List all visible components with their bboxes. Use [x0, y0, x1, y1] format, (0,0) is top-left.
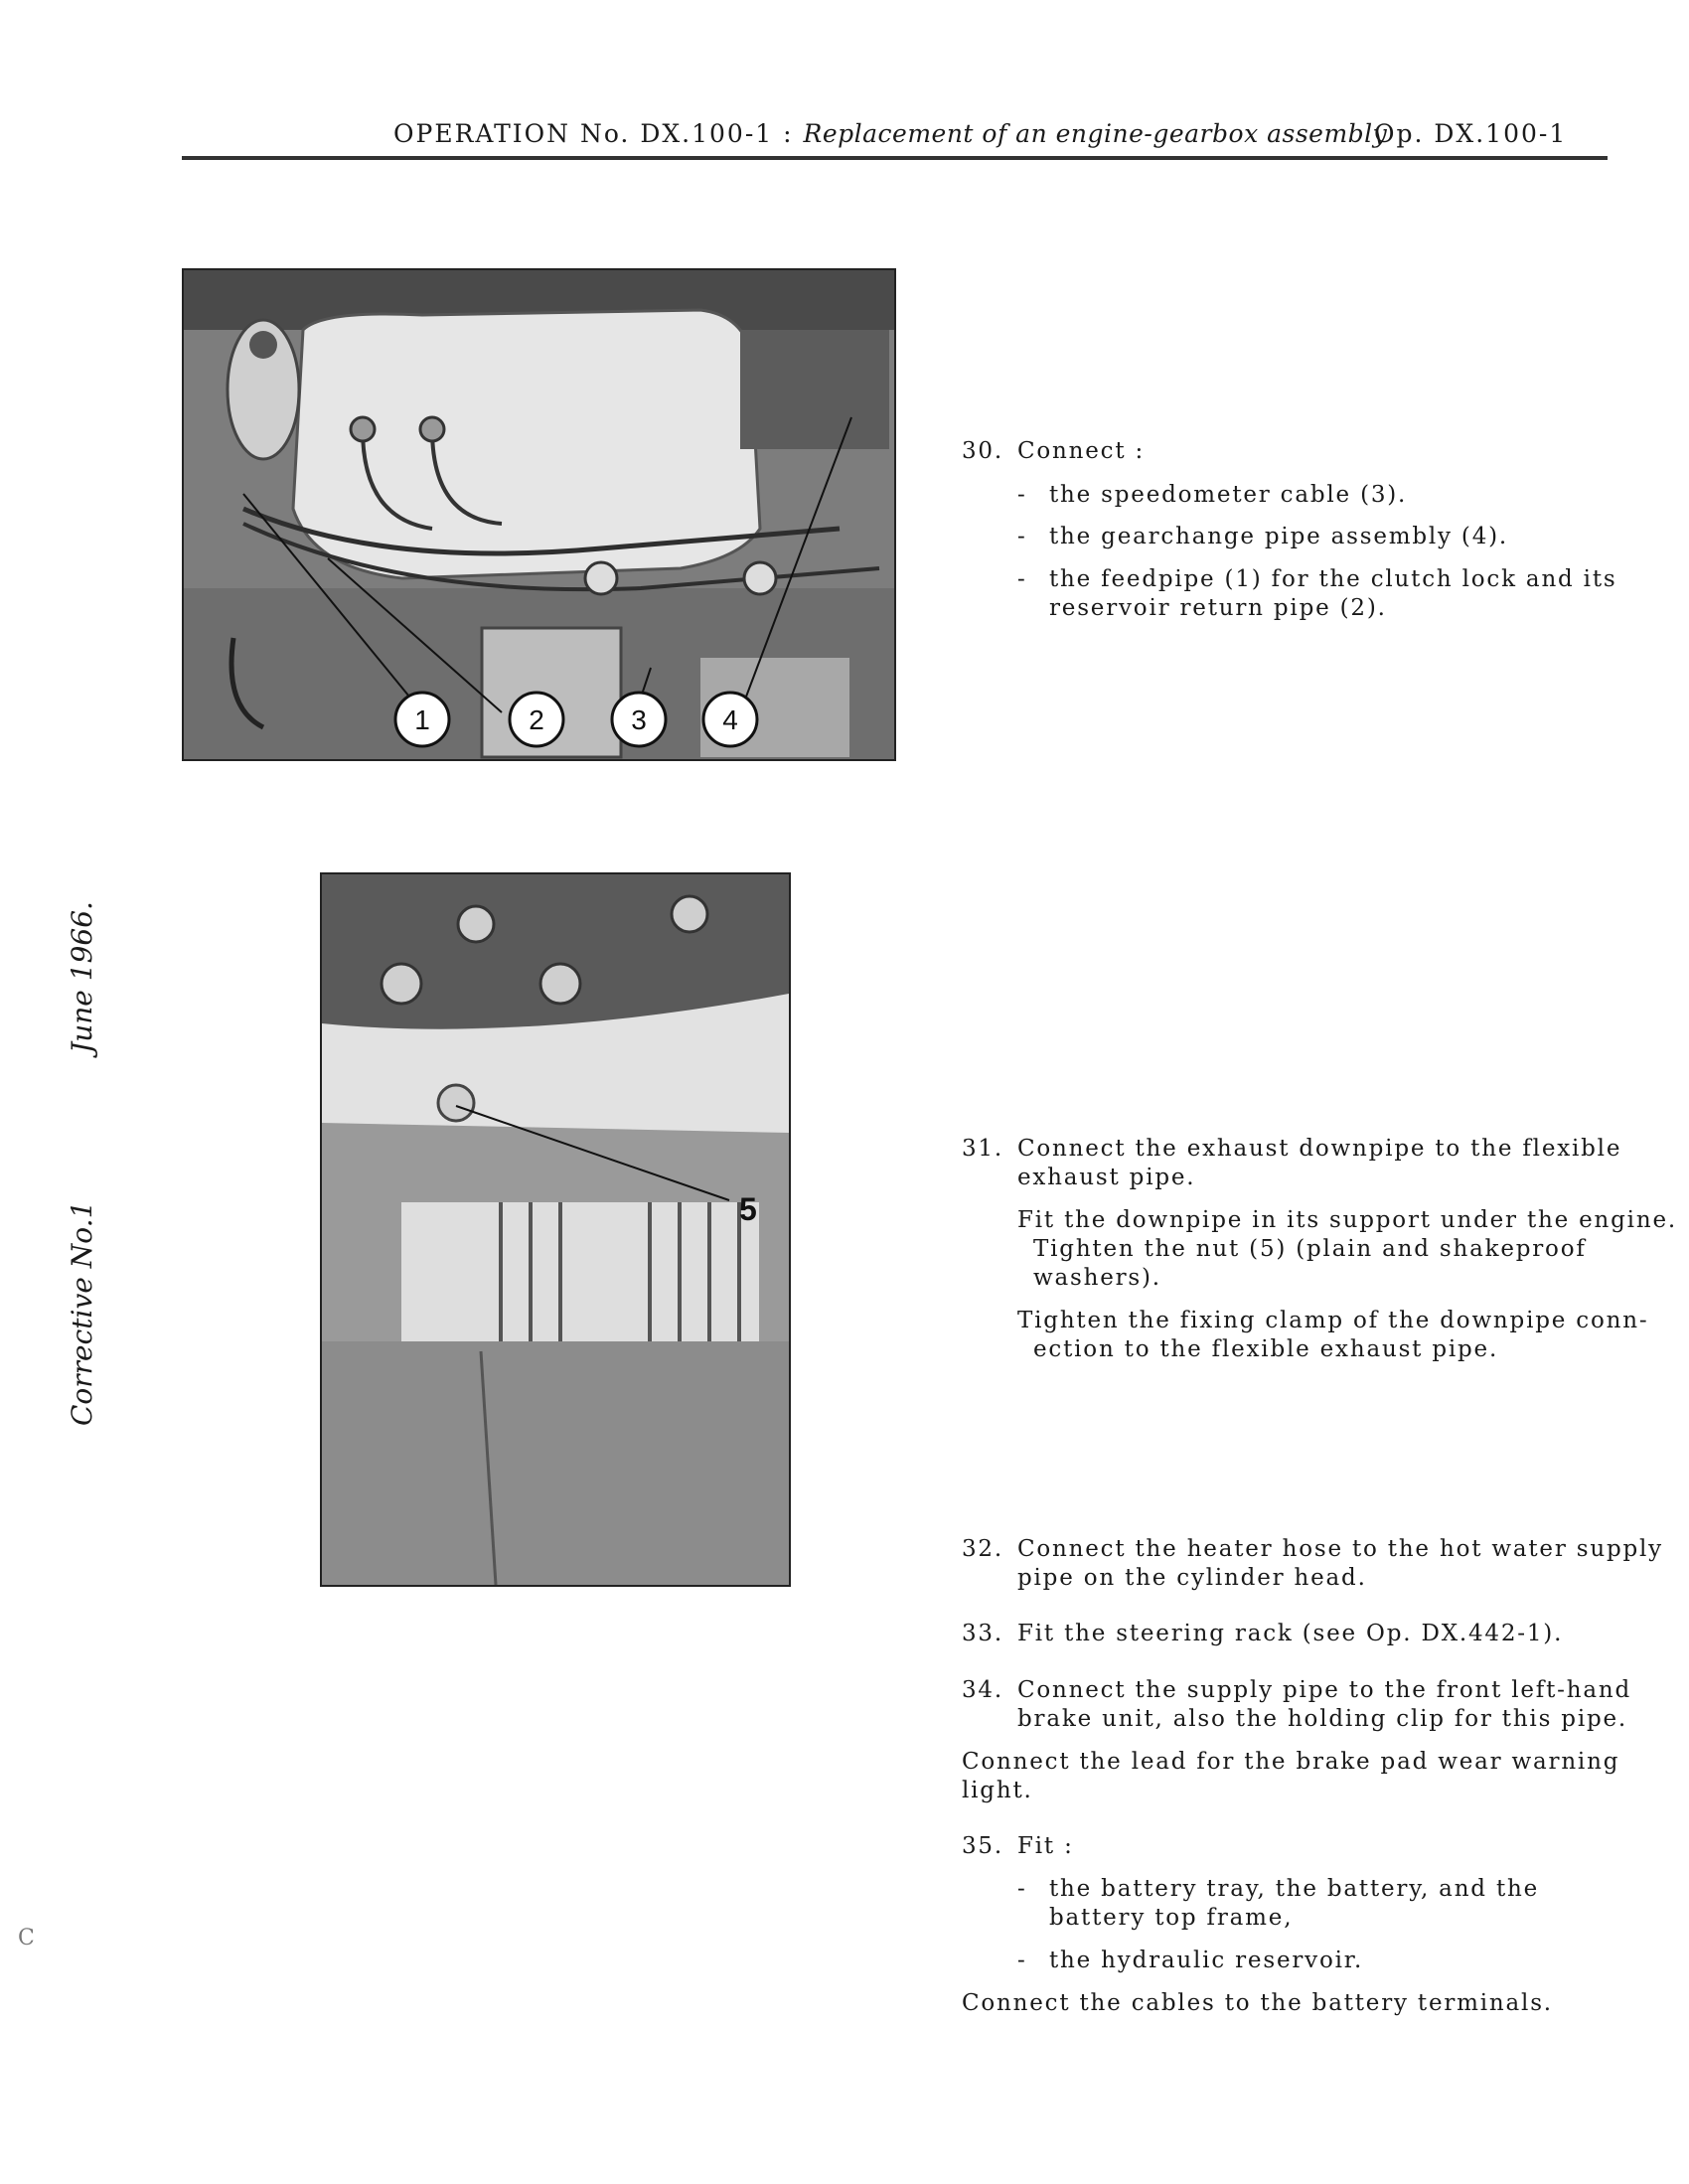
step-31-line: ection to the flexible exhaust pipe.	[1033, 1336, 1499, 1362]
margin-mark: C	[18, 1926, 35, 1950]
callout-4: 4	[722, 704, 738, 735]
engine-photo	[182, 268, 896, 761]
side-corrective: Corrective No.1	[66, 1200, 98, 1426]
step-30-number: 30.	[962, 438, 1003, 464]
operation-ref: Op. DX.100-1	[1374, 119, 1568, 148]
step-33-line: Fit the steering rack (see Op. DX.442-1).	[1017, 1621, 1564, 1646]
operation-title: Replacement of an engine-gearbox assembly	[803, 119, 1388, 148]
step-32-line: Connect the heater hose to the hot water supply	[1017, 1536, 1663, 1562]
step-32-line: pipe on the cylinder head.	[1017, 1565, 1367, 1591]
callout-1: 1	[414, 704, 430, 735]
step-31-line: Connect the exhaust downpipe to the flexible	[1017, 1136, 1622, 1162]
header-rule	[182, 156, 1608, 160]
step-31-line: exhaust pipe.	[1017, 1165, 1196, 1190]
step-31-line: Tighten the fixing clamp of the downpipe conn-	[1017, 1308, 1649, 1333]
step-30-item: the feedpipe (1) for the clutch lock and its	[1049, 566, 1617, 592]
callout-3: 3	[631, 704, 647, 735]
step-30-dash: -	[1017, 524, 1027, 549]
step-34-line: brake unit, also the holding clip for this pipe.	[1017, 1706, 1628, 1732]
side-date: June 1966.	[66, 901, 98, 1053]
step-30-item: the speedometer cable (3).	[1049, 482, 1408, 508]
exhaust-photo	[320, 872, 791, 1587]
step-31-line: Tighten the nut (5) (plain and shakeproof	[1033, 1236, 1587, 1262]
step-35-number: 35.	[962, 1833, 1003, 1859]
step-34-line: Connect the supply pipe to the front left-hand	[1017, 1677, 1631, 1703]
step-33-number: 33.	[962, 1621, 1003, 1646]
step-34-extra: Connect the lead for the brake pad wear warning	[962, 1749, 1620, 1775]
step-31-number: 31.	[962, 1136, 1003, 1162]
step-35-extra: Connect the cables to the battery terminals.	[962, 1990, 1553, 2016]
step-30-title: Connect :	[1017, 438, 1146, 464]
step-35-item: the battery tray, the battery, and the	[1049, 1876, 1540, 1902]
operation-prefix: OPERATION No. DX.100-1 :	[393, 119, 804, 148]
step-30-item: the gearchange pipe assembly (4).	[1049, 524, 1509, 549]
step-35-item: battery top frame,	[1049, 1905, 1294, 1931]
step-32-number: 32.	[962, 1536, 1003, 1562]
step-35-dash: -	[1017, 1876, 1027, 1902]
step-34-extra: light.	[962, 1778, 1033, 1803]
step-31-line: Fit the downpipe in its support under the engine.	[1017, 1207, 1677, 1233]
step-31-line: washers).	[1033, 1265, 1161, 1291]
callout-2: 2	[529, 704, 544, 735]
step-34-number: 34.	[962, 1677, 1003, 1703]
step-35-dash: -	[1017, 1948, 1027, 1973]
step-30-item: reservoir return pipe (2).	[1049, 595, 1387, 621]
callout-5: 5	[739, 1191, 757, 1227]
step-30-dash: -	[1017, 482, 1027, 508]
page-header	[393, 119, 1566, 148]
step-30-dash: -	[1017, 566, 1027, 592]
step-35-item: the hydraulic reservoir.	[1049, 1948, 1364, 1973]
step-35-title: Fit :	[1017, 1833, 1074, 1859]
